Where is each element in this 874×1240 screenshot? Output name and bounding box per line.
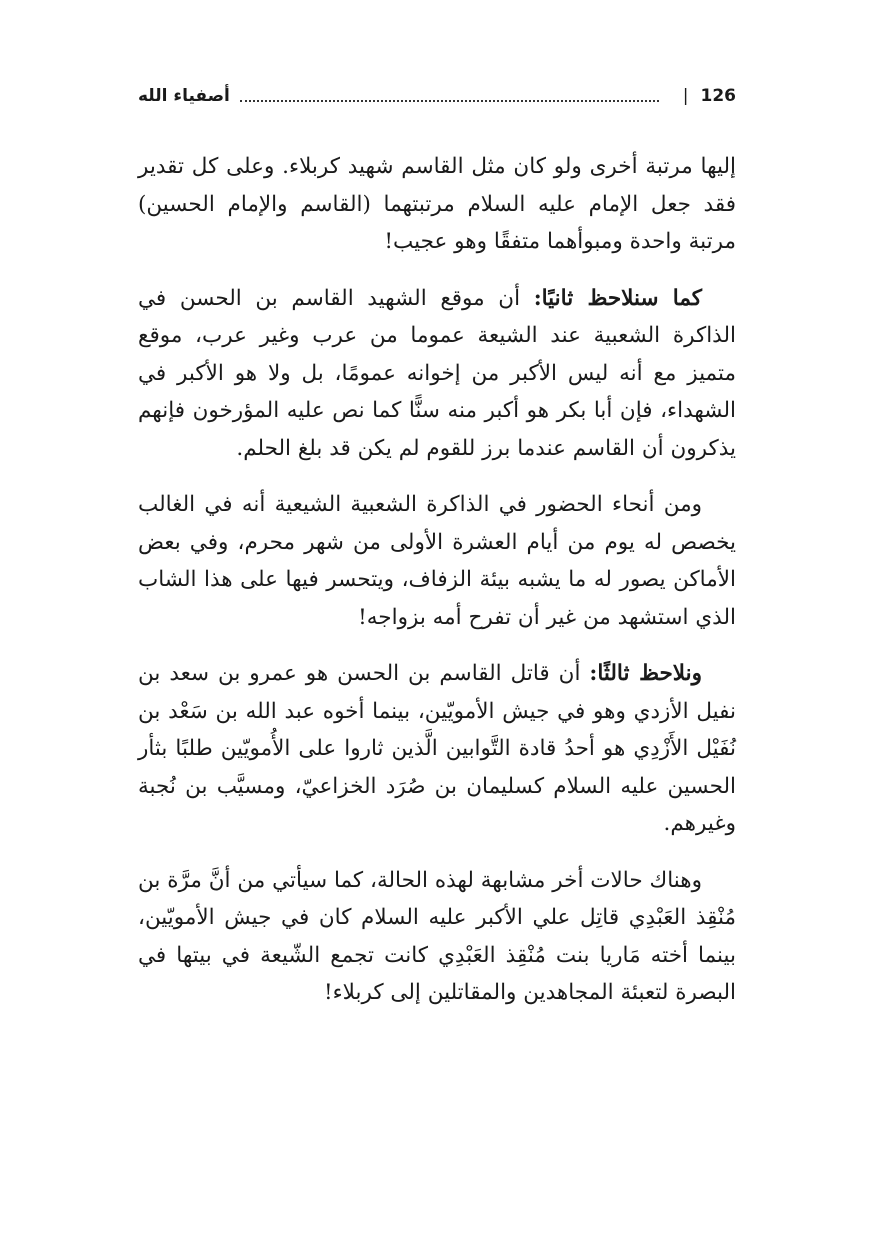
header-separator: | <box>682 86 689 106</box>
running-header <box>138 82 736 110</box>
paragraph-4 <box>138 655 736 843</box>
page-body <box>138 148 736 1031</box>
paragraph-5 <box>138 862 736 1012</box>
paragraph-2 <box>138 280 736 468</box>
book-title: أصفياء الله <box>138 86 230 106</box>
paragraph-1 <box>138 148 736 261</box>
page-number: 126 <box>700 86 736 106</box>
paragraph-lead: ونلاحظ ثالثًا: <box>589 661 702 686</box>
paragraph-text: أن موقع الشهيد القاسم بن الحسن في الذاكرة الشعبية عند الشيعة عموما من عرب وغير عرب، موقع متميز مع أنه ليس الأكبر من إخوانه عمومًا، بل ولا هو الأكبر في الشهداء، فإن أبا بكر هو أكبر منه سنًّا كما نص عليه المؤرخون فإنهم يذكرون أن القاسم عندما برز للقوم لم يكن قد بلغ الحلم. <box>138 285 736 461</box>
paragraph-text: وهناك حالات أخر مشابهة لهذه الحالة، كما سيأتي من أنَّ مرَّة بن مُنْقِذ العَبْدِي قاتِل علي الأكبر عليه السلام كان في جيش الأمويّين، بينما أخته مَاريا بنت مُنْقِذ العَبْدِي كانت تجمع الشّيعة في بيتها في البصرة لتعبئة المجاهدين والمقاتلين إلى كربلاء! <box>138 867 736 1005</box>
paragraph-text: ومن أنحاء الحضور في الذاكرة الشعبية الشيعية أنه في الغالب يخصص له يوم من أيام العشرة الأولى من شهر محرم، وفي بعض الأماكن يصور له ما يشبه بيئة الزفاف، ويتحسر فيها على هذا الشاب الذي استشهد من غير أن تفرح أمه بزواجه! <box>138 492 736 630</box>
paragraph-text: أن قاتل القاسم بن الحسن هو عمرو بن سعد بن نفيل الأزدي وهو في جيش الأمويّين، بينما أخوه عبد الله بن سَعْد بن نُفَيْل الأَزْدِي هو أحدُ قادة التَّوابين الَّذين ثاروا على الأُمويّين طلبًا بثأر الحسين عليه السلام كسليمان بن صُرَد الخزاعيّ، ومسيَّب بن نُجبة وغيرهم. <box>138 661 736 836</box>
paragraph-3 <box>138 486 736 636</box>
dotted-leader <box>240 100 659 102</box>
paragraph-lead: كما سنلاحظ ثانيًا: <box>533 285 702 311</box>
paragraph-text: إليها مرتبة أخرى ولو كان مثل القاسم شهيد كربلاء. وعلى كل تقدير فقد جعل الإمام عليه السلام مرتبتهما (القاسم والإمام الحسين) مرتبة واحدة ومبوأهما متفقًا وهو عجيب! <box>138 154 736 254</box>
